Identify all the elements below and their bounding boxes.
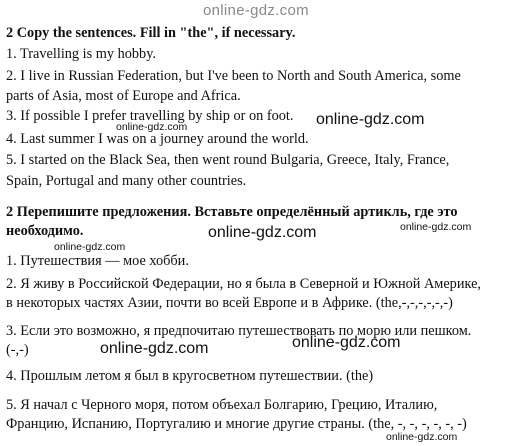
- russian-line-6: 4. Прошлым летом я был в кругосветном путешествии. (the): [6, 368, 374, 384]
- watermark-small-3: online-gdz.com: [54, 241, 126, 253]
- watermark-large-2: online-gdz.com: [208, 224, 317, 241]
- russian-line-7: 5. Я начал с Черного моря, потом объехал Болгарию, Грецию, Италию,: [6, 397, 438, 413]
- english-line-1: 1. Travelling is my hobby.: [6, 46, 156, 62]
- watermark-small-4: online-gdz.com: [386, 431, 458, 443]
- russian-heading-line-2: необходимо.: [6, 223, 84, 239]
- english-heading: 2 Copy the sentences. Fill in "the", if necessary.: [6, 25, 296, 41]
- russian-line-5: (-,-): [6, 342, 29, 358]
- watermark-large-1: online-gdz.com: [316, 111, 425, 128]
- russian-heading-line-1: 2 Перепишите предложения. Вставьте определённый артикль, где это: [6, 204, 458, 220]
- english-line-4: 3. If possible I prefer travelling by ship or on foot.: [6, 108, 294, 124]
- watermark-top: online-gdz.com: [203, 2, 309, 19]
- russian-line-2: 2. Я живу в Российской Федерации, но я была в Северной и Южной Америке,: [6, 276, 481, 292]
- english-line-6: 5. I started on the Black Sea, then went round Bulgaria, Greece, Italy, France,: [6, 152, 450, 168]
- russian-line-8: Францию, Испанию, Португалию и многие другие страны. (the, -, -, -, -, -, -): [6, 416, 467, 432]
- watermark-large-3: online-gdz.com: [100, 340, 209, 357]
- watermark-small-2: online-gdz.com: [400, 221, 472, 233]
- watermark-small-1: online-gdz.com: [116, 121, 188, 133]
- english-line-5: 4. Last summer I was on a journey around the world.: [6, 131, 309, 147]
- english-line-7: Spain, Portugal and many other countries.: [6, 173, 247, 189]
- russian-line-4: 3. Если это возможно, я предпочитаю путешествовать по морю или пешком.: [6, 323, 472, 339]
- russian-line-3: в некоторых частях Азии, почти во всей Европе и в Африке. (the,-,-,-,-,-,-): [6, 295, 453, 311]
- english-line-3: parts of Asia, most of Europe and Africa.: [6, 88, 241, 104]
- english-line-2: 2. I live in Russian Federation, but I've been to North and South America, some: [6, 68, 461, 84]
- watermark-large-4: online-gdz.com: [292, 334, 401, 351]
- russian-line-1: 1. Путешествия — мое хобби.: [6, 253, 189, 269]
